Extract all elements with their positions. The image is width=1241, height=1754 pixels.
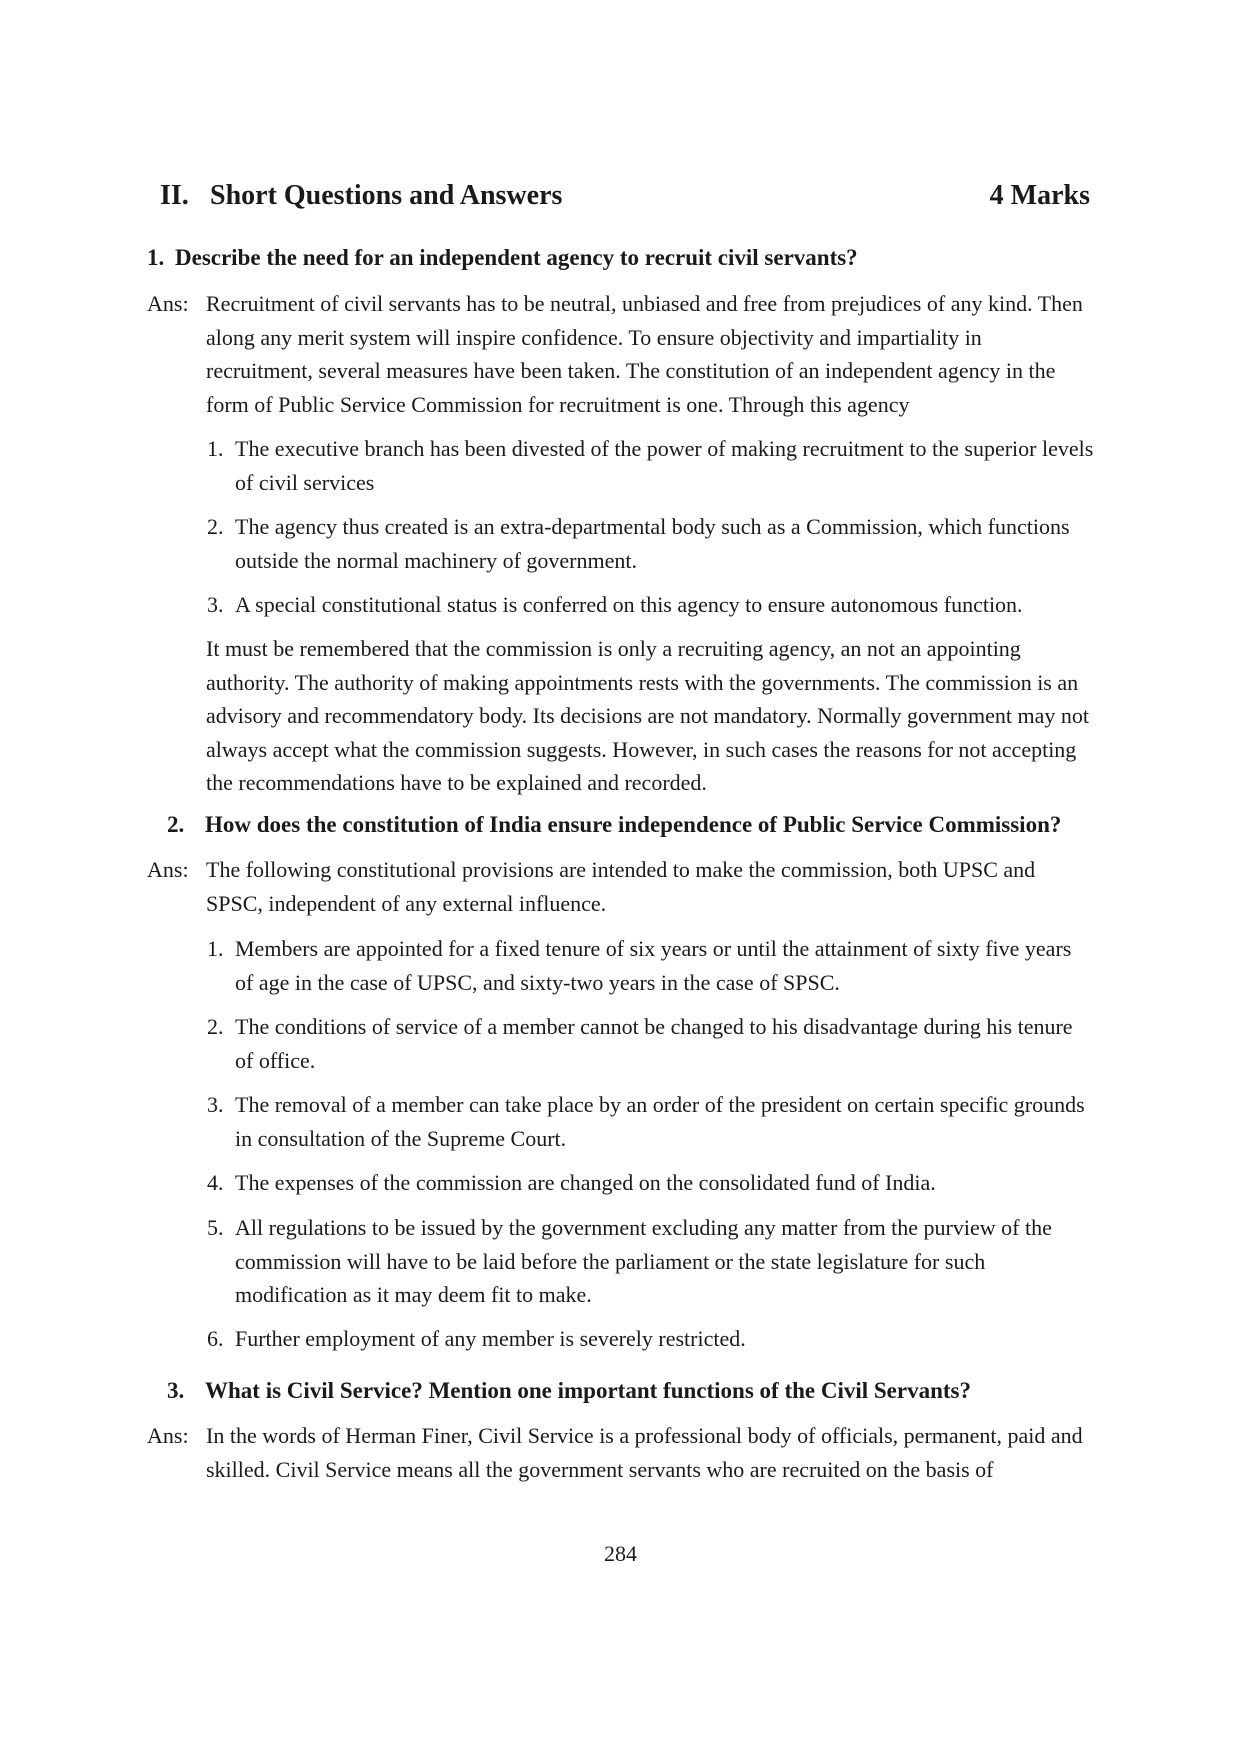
- list-item: [207, 588, 1094, 622]
- list-item: [207, 1166, 1094, 1200]
- answer-1-conclusion: It must be remembered that the commission is only a recruiting agency, an not an appointing authority. The authority of making appointments rests with the governments. The commission is an advisory and recommendatory body. Its decisions are not mandatory. Normally government may not always accept what the commission suggests. However, in such cases the reasons for not accepting the recommendations have to be explained and recorded.: [206, 636, 1090, 795]
- item-text: Further employment of any member is severely restricted.: [235, 1326, 746, 1351]
- question-3: [167, 1376, 1094, 1406]
- question-2: [167, 810, 1094, 840]
- list-item: [207, 1322, 1094, 1356]
- answer-label: Ans:: [147, 1423, 189, 1448]
- item-text: The conditions of service of a member cannot be changed to his disadvantage during his tenure of office.: [235, 1014, 1073, 1073]
- answer-text: The following constitutional provisions are intended to make the commission, both UPSC and SPSC, independent of any external influence.: [206, 857, 1036, 916]
- item-number: 6.: [207, 1326, 224, 1351]
- item-number: 1.: [207, 936, 224, 961]
- item-text: The expenses of the commission are changed on the consolidated fund of India.: [235, 1170, 936, 1195]
- list-item: [207, 1211, 1094, 1312]
- question-number: 1.: [147, 245, 165, 270]
- list-item: [207, 932, 1094, 999]
- question-text: Describe the need for an independent agency to recruit civil servants?: [175, 245, 858, 270]
- list-item: [207, 1010, 1094, 1077]
- answer-1: [147, 287, 1094, 421]
- question-text: What is Civil Service? Mention one important functions of the Civil Servants?: [205, 1378, 971, 1403]
- question-number: 3.: [167, 1378, 185, 1403]
- item-text: Members are appointed for a fixed tenure of six years or until the attainment of sixty five years of age in the case of UPSC, and sixty-two years in the case of SPSC.: [235, 936, 1072, 995]
- item-number: 4.: [207, 1170, 224, 1195]
- list-item: [207, 1088, 1094, 1155]
- page-number: 284: [604, 1541, 637, 1566]
- section-number: II.: [160, 180, 189, 211]
- section-title: [160, 176, 562, 216]
- answer-text: Recruitment of civil servants has to be neutral, unbiased and free from prejudices of any kind. Then along any merit system will inspire confidence. To ensure objectivity and impartiality in recruitment, several measures have been taken. The constitution of an independent agency in the form of Public Service Commission for recruitment is one. Through this agency: [206, 291, 1083, 417]
- list-item: [207, 432, 1094, 499]
- item-text: A special constitutional status is conferred on this agency to ensure autonomous function.: [235, 592, 1023, 617]
- item-number: 5.: [207, 1215, 224, 1240]
- question-1: [147, 243, 1094, 273]
- item-number: 2.: [207, 1014, 224, 1039]
- item-text: The removal of a member can take place by an order of the president on certain specific grounds in consultation of the Supreme Court.: [235, 1092, 1085, 1151]
- section-title-text: Short Questions and Answers: [210, 180, 563, 211]
- answer-3: [147, 1419, 1094, 1486]
- question-text: How does the constitution of India ensure independence of Public Service Commission?: [205, 812, 1062, 837]
- answer-label: Ans:: [147, 857, 189, 882]
- item-text: The executive branch has been divested of the power of making recruitment to the superior levels of civil services: [235, 436, 1094, 495]
- item-text: All regulations to be issued by the government excluding any matter from the purview of the commission will have to be laid before the parliament or the state legislature for such modification as it may deem fit to make.: [235, 1215, 1052, 1307]
- item-text: The agency thus created is an extra-departmental body such as a Commission, which functions outside the normal machinery of government.: [235, 514, 1070, 573]
- section-heading: [160, 176, 1090, 216]
- item-number: 3.: [207, 1092, 224, 1117]
- item-number: 1.: [207, 436, 224, 461]
- list-item: [207, 510, 1094, 577]
- item-number: 2.: [207, 514, 224, 539]
- answer-text: In the words of Herman Finer, Civil Service is a professional body of officials, permanent, paid and skilled. Civil Service means all the government servants who are recruited on the basis of: [206, 1423, 1083, 1482]
- item-number: 3.: [207, 592, 224, 617]
- answer-label: Ans:: [147, 291, 189, 316]
- question-number: 2.: [167, 812, 185, 837]
- section-marks: 4 Marks: [989, 180, 1090, 211]
- answer-2: [147, 853, 1094, 920]
